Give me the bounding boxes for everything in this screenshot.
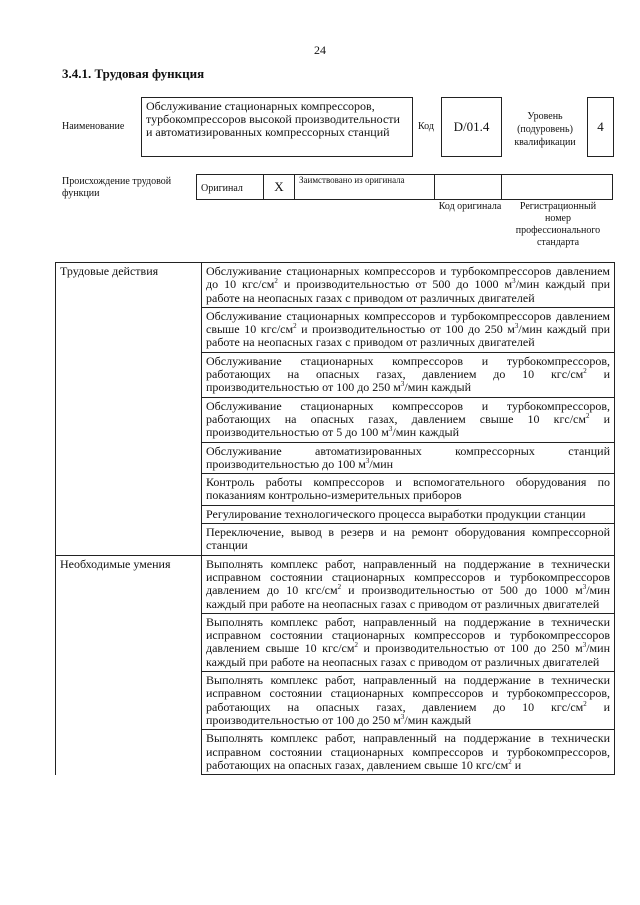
origin-table bbox=[196, 174, 613, 200]
function-code-box: D/01.4 bbox=[441, 97, 502, 157]
item-text: Выполнять комплекс работ, направленный на поддержание в технически исправном состоянии стационарных компрессоров и турбокомпрессоров давлением до 10 кгс/$см^2$ и производительностью от 500 до 1000 $м^3$/мин каждый при работе на неопасных газах с приводом от различных двигателей bbox=[202, 555, 615, 613]
section-spacer-cell bbox=[56, 352, 202, 397]
table-row bbox=[56, 442, 615, 474]
section-spacer-cell bbox=[56, 307, 202, 352]
item-text: Обслуживание стационарных компрессоров и турбокомпрессоров, работающих на опасных газах, давлением до 10 кгс/$см^2$ и производительностью от 100 до 250 $м^3$/мин каждый bbox=[202, 352, 615, 397]
table-row bbox=[56, 505, 615, 523]
code-original-cell bbox=[435, 175, 502, 200]
function-name-box: Обслуживание стационарных компрессоров, турбокомпрессоров высокой производительности и автоматизированных компрессорных станций bbox=[141, 97, 413, 157]
section-title: 3.4.1. Трудовая функция bbox=[62, 66, 205, 81]
table-row bbox=[56, 397, 615, 442]
qualification-level-label: Уровень (подуровень) квалификации bbox=[514, 111, 576, 148]
borrowed-label: Заимствовано из оригинала bbox=[295, 175, 435, 200]
original-label: Оригинал bbox=[201, 183, 243, 194]
item-text: Обслуживание стационарных компрессоров и турбокомпрессоров давлением до 10 кгс/$см^2$ и производительностью от 500 до 1000 $м^3$/мин каждый при работе на неопасных газах с приводом от различных двигателей bbox=[202, 263, 615, 308]
section-label-cell: Необходимые умения bbox=[56, 555, 202, 613]
origin-label: Происхождение трудовой функции bbox=[62, 176, 172, 199]
original-mark: X bbox=[264, 175, 295, 200]
section-label-cell: Трудовые действия bbox=[56, 263, 202, 308]
item-text: Контроль работы компрессоров и вспомогательного оборудования по показаниям контрольно-измерительных приборов bbox=[202, 474, 615, 506]
item-text: Выполнять комплекс работ, направленный на поддержание в технически исправном состоянии стационарных компрессоров и турбокомпрессоров давлением свыше 10 кгс/$см^2$ и производительностью от 100 до 250 $м^3$/мин каждый при работе на неопасных газах с приводом от различных двигателей bbox=[202, 613, 615, 671]
reg-number-cell bbox=[502, 175, 613, 200]
original-cell bbox=[197, 175, 264, 200]
item-text: Обслуживание стационарных компрессоров и турбокомпрессоров, работающих на опасных газах, давлением свыше 10 кгс/$см^2$ и производительностью от 5 до 100 $м^3$/мин каждый bbox=[202, 397, 615, 442]
item-text: Регулирование технологического процесса выработки продукции станции bbox=[202, 505, 615, 523]
table-row bbox=[56, 672, 615, 730]
qualification-level-box: 4 bbox=[587, 97, 614, 157]
section-spacer-cell bbox=[56, 524, 202, 556]
item-text: Выполнять комплекс работ, направленный на поддержание в технически исправном состоянии стационарных компрессоров и турбокомпрессоров, работающих на опасных газах, давлением до 10 кгс/$см^2$ и производительностью от 100 до 250 $м^3$/мин каждый bbox=[202, 672, 615, 730]
table-row bbox=[56, 474, 615, 506]
section-spacer-cell bbox=[56, 613, 202, 671]
section-spacer-cell bbox=[56, 672, 202, 730]
section-spacer-cell bbox=[56, 474, 202, 506]
code-original-caption: Код оригинала bbox=[438, 201, 502, 212]
item-text: Обслуживание автоматизированных компрессорных станций производительностью до 100 $м^3$/мин bbox=[202, 442, 615, 474]
name-label: Наименование bbox=[62, 121, 125, 132]
item-text: Выполнять комплекс работ, направленный на поддержание в технически исправном состоянии стационарных компрессоров и турбокомпрессоров, работающих на опасных газах, давлением свыше 10 кгс/$см^2$ и bbox=[202, 730, 615, 775]
function-details-table bbox=[55, 262, 615, 775]
table-row bbox=[56, 352, 615, 397]
code-label: Код bbox=[418, 121, 434, 132]
table-row bbox=[56, 555, 615, 613]
page-number: 24 bbox=[314, 43, 326, 57]
table-row bbox=[56, 524, 615, 556]
reg-number-caption: Регистрационный номер профессионального стандарта bbox=[515, 201, 601, 248]
item-text: Переключение, вывод в резерв и на ремонт оборудования компрессорной станции bbox=[202, 524, 615, 556]
table-row bbox=[56, 263, 615, 308]
section-spacer-cell bbox=[56, 730, 202, 775]
item-text: Обслуживание стационарных компрессоров и турбокомпрессоров давлением свыше 10 кгс/$см^2$ и производительностью от 100 до 250 $м^3$/мин каждый при работе на неопасных газах с приводом от различных двигателей bbox=[202, 307, 615, 352]
table-row bbox=[56, 730, 615, 775]
section-spacer-cell bbox=[56, 397, 202, 442]
section-spacer-cell bbox=[56, 505, 202, 523]
table-row bbox=[56, 307, 615, 352]
table-row bbox=[56, 613, 615, 671]
section-spacer-cell bbox=[56, 442, 202, 474]
